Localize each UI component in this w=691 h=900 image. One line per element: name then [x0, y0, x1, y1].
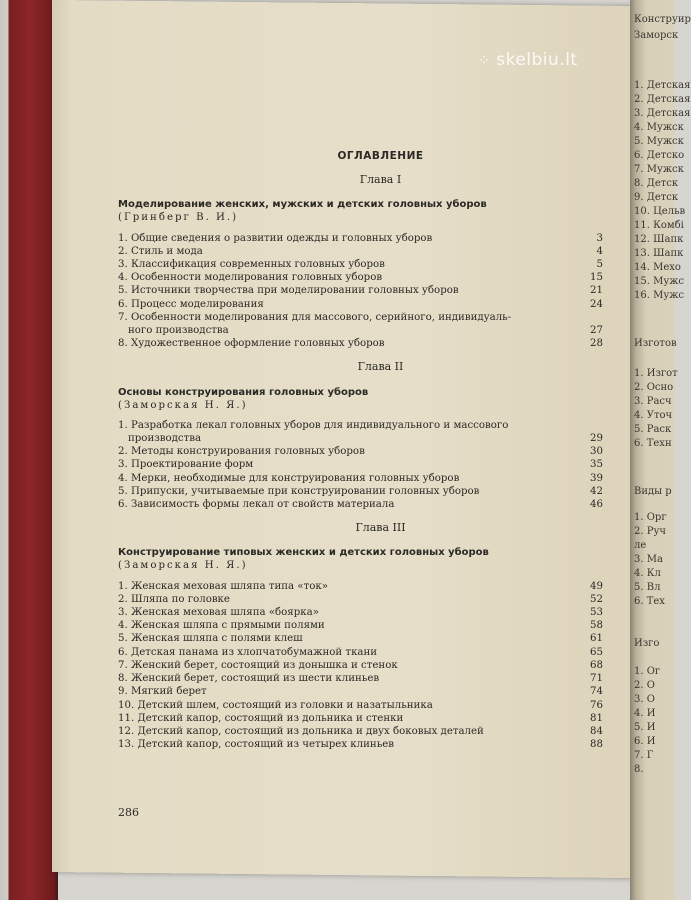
right-page-text-fragment: 1. Орг	[634, 512, 667, 523]
chapter-title	[118, 198, 603, 211]
watermark	[478, 50, 578, 70]
right-page-text-fragment: Конструир	[634, 14, 691, 25]
right-page-text-fragment: 2. Детская	[634, 94, 691, 105]
toc-entry	[118, 725, 603, 738]
watermark-text: skelbiu.lt	[496, 50, 578, 70]
toc-entry-title: 3. Проектирование форм	[118, 459, 254, 471]
right-page-text-fragment: Виды р	[634, 486, 672, 497]
right-page-text-fragment: 6. Детско	[634, 150, 685, 161]
toc-entry-page: 21	[590, 285, 603, 297]
page-number: 286	[118, 806, 139, 819]
chapter-heading: Глава III	[355, 521, 406, 535]
right-page-text-fragment: 1. Изгот	[634, 368, 678, 379]
chapters-list	[118, 173, 603, 751]
toc-entry-continuation: ного производства	[128, 325, 229, 337]
toc-entry	[118, 699, 603, 712]
right-page-text-fragment: 4. Уточ	[634, 410, 673, 421]
chapter-authors: (Заморская Н. Я.)	[118, 560, 248, 572]
toc-entry-title: 1. Разработка лекал головных уборов для индивидуального и массового производства	[118, 419, 577, 445]
toc-entry	[118, 445, 603, 458]
watermark-dots-icon: ⁘	[478, 53, 491, 69]
toc-entry-page: 71	[590, 673, 603, 685]
right-page-text-fragment: 13. Шапк	[634, 248, 684, 259]
toc-entry	[118, 619, 603, 632]
toc-entry-title: 2. Стиль и мода	[118, 245, 203, 257]
chapter-section	[118, 173, 603, 350]
toc-entry-page: 65	[590, 646, 603, 658]
toc-entry-page: 24	[590, 298, 603, 310]
chapter-authors: (Заморская Н. Я.)	[118, 399, 248, 411]
right-page-text-fragment: 5. Раск	[634, 424, 672, 435]
toc-entry-page: 39	[590, 472, 603, 484]
toc-entry-title: 10. Детский шлем, состоящий из головки и назатыльника	[118, 699, 433, 711]
toc-entry-title: 5. Припуски, учитываемые при конструировании головных уборов	[118, 485, 480, 497]
book-page-right	[630, 0, 691, 900]
toc-entry-page: 15	[590, 272, 603, 284]
toc-entry	[118, 580, 603, 593]
toc-entry	[118, 472, 603, 485]
toc-entry-title: 5. Женская шляпа с полями клеш	[118, 633, 303, 645]
right-page-text-fragment: 8. Детск	[634, 178, 679, 189]
right-page-text-fragment: 3. Расч	[634, 396, 672, 407]
toc-entry-page: 4	[596, 245, 603, 257]
right-page-text-fragment: 8.	[634, 764, 644, 775]
right-page-text-fragment: 11. Комбі	[634, 220, 684, 231]
toc-entry-page: 58	[590, 620, 603, 632]
toc-entry	[118, 685, 603, 698]
toc-entries	[118, 580, 603, 752]
toc-entry	[118, 672, 603, 685]
toc-entry-page: 3	[596, 232, 603, 244]
right-page-text-fragment: Заморск	[634, 30, 679, 41]
toc-entry	[118, 311, 603, 337]
right-page-text-fragment: 3. О	[634, 694, 655, 705]
toc-entry-page: 68	[590, 659, 603, 671]
toc-entry-title: 12. Детский капор, состоящий из дольника и двух боковых деталей	[118, 725, 484, 737]
toc-entry-page: 88	[590, 739, 603, 751]
toc-entry-page: 27	[590, 325, 603, 337]
toc-entry-page: 46	[590, 499, 603, 511]
right-page-text-fragment: 5. И	[634, 722, 656, 733]
toc-entry-continuation: производства	[128, 433, 202, 445]
chapter-title	[118, 386, 603, 399]
toc-entry-title: 2. Шляпа по головке	[118, 593, 230, 605]
chapter-section	[118, 360, 603, 511]
toc-entry-title: 9. Мягкий берет	[118, 686, 207, 698]
chapter-heading: Глава I	[359, 173, 402, 187]
chapter-heading: Глава II	[357, 360, 404, 374]
toc-entry	[118, 485, 603, 498]
toc-entry	[118, 738, 603, 751]
toc-entry-page: 35	[590, 459, 603, 471]
right-page-text-fragment: 7. Г	[634, 750, 654, 761]
toc-entry-page: 30	[590, 446, 603, 458]
toc-entry-title: 6. Детская панама из хлопчатобумажной ткани	[118, 646, 378, 658]
toc-entry	[118, 298, 603, 311]
toc-entry	[118, 232, 603, 245]
toc-entry	[118, 712, 603, 725]
toc-entry	[118, 646, 603, 659]
right-page-text-fragment: 6. Тех	[634, 596, 665, 607]
toc-entry-title: 8. Женский берет, состоящий из шести клиньев	[118, 673, 380, 685]
toc-entry	[118, 606, 603, 619]
right-page-text-fragment: 5. Вл	[634, 582, 661, 593]
toc-entry	[118, 284, 603, 297]
right-page-text-fragment: 1. Ог	[634, 666, 661, 677]
right-page-text-fragment: Изготов	[634, 338, 677, 349]
right-page-text-fragment: ле	[634, 540, 647, 551]
chapter-authors: (Гринберг В. И.)	[118, 212, 239, 224]
toc-entries	[118, 232, 603, 351]
toc-entry-page: 5	[596, 259, 603, 271]
right-page-text-fragment: 5. Мужск	[634, 136, 684, 147]
toc-entry-title: 4. Особенности моделирования головных уборов	[118, 272, 383, 284]
right-page-text-fragment: Изго	[634, 638, 660, 649]
right-page-text-fragment: 2. О	[634, 680, 655, 691]
right-page-text-fragment: 9. Детск	[634, 192, 679, 203]
right-page-text-fragment: 3. Ма	[634, 554, 663, 565]
chapter-section	[118, 521, 603, 751]
toc-title: ОГЛАВЛЕНИЕ	[337, 150, 424, 162]
toc-entry-page: 81	[590, 712, 603, 724]
toc-entry-page: 76	[590, 699, 603, 711]
toc-entry-title: 4. Женская шляпа с прямыми полями	[118, 620, 325, 632]
toc-entry-title: 1. Женская меховая шляпа типа «ток»	[118, 580, 328, 592]
right-page-text-fragment: 15. Мужс	[634, 276, 685, 287]
toc-entry	[118, 271, 603, 284]
toc-entry-page: 74	[590, 686, 603, 698]
toc-entry	[118, 458, 603, 471]
right-page-text-fragment: 7. Мужск	[634, 164, 684, 175]
toc-entry-title: 13. Детский капор, состоящий из четырех клиньев	[118, 739, 395, 751]
toc-entry-title: 7. Женский берет, состоящий из донышка и стенок	[118, 659, 398, 671]
toc-entry-title: 3. Классификация современных головных уборов	[118, 259, 385, 271]
toc-entry-page: 52	[590, 593, 603, 605]
toc-entry-title: 6. Зависимость формы лекал от свойств материала	[118, 499, 395, 511]
toc-entry-title: 8. Художественное оформление головных уборов	[118, 338, 385, 350]
toc-entry-page: 53	[590, 607, 603, 619]
chapter-title-text: Основы конструирования головных уборов	[118, 386, 369, 398]
toc-entry-page: 84	[590, 725, 603, 737]
right-page-text-fragment: 4. Мужск	[634, 122, 684, 133]
right-page-text-fragment: 4. И	[634, 708, 656, 719]
toc-entry-title: 2. Методы конструирования головных уборов	[118, 446, 365, 458]
toc-entry-page: 49	[590, 580, 603, 592]
right-page-text-fragment: 2. Руч	[634, 526, 666, 537]
right-page-text-fragment: 6. И	[634, 736, 656, 747]
toc-entry-title: 5. Источники творчества при моделировании головных уборов	[118, 285, 459, 297]
chapter-title	[118, 546, 603, 559]
book-cover-spine	[0, 0, 58, 900]
right-page-text-fragment: 2. Осно	[634, 382, 674, 393]
toc-entry-title: 4. Мерки, необходимые для конструирования головных уборов	[118, 472, 460, 484]
toc-entries	[118, 419, 603, 511]
toc-entry	[118, 245, 603, 258]
chapter-title-text: Моделирование женских, мужских и детских головных уборов	[118, 199, 487, 211]
table-of-contents	[118, 150, 603, 751]
toc-entry-title: 1. Общие сведения о развитии одежды и головных уборов	[118, 232, 433, 244]
toc-entry-title: 11. Детский капор, состоящий из дольника и стенки	[118, 712, 404, 724]
toc-entry-title: 7. Особенности моделирования для массового, серийного, индивидуаль- ного производства	[118, 311, 577, 337]
right-page-text-fragment: 14. Мехо	[634, 262, 681, 273]
toc-entry	[118, 419, 603, 445]
toc-entry	[118, 593, 603, 606]
right-page-text-fragment: 1. Детская	[634, 80, 691, 91]
toc-entry-page: 28	[590, 338, 603, 350]
toc-entry	[118, 659, 603, 672]
toc-entry	[118, 337, 603, 350]
toc-entry	[118, 498, 603, 511]
chapter-title-text: Конструирование типовых женских и детских головных уборов	[118, 547, 489, 559]
right-page-text-fragment: 6. Техн	[634, 438, 672, 449]
toc-entry	[118, 632, 603, 645]
right-page-text-fragment: 12. Шапк	[634, 234, 684, 245]
right-page-text-fragment: 3. Детская	[634, 108, 691, 119]
toc-entry-page: 61	[590, 633, 603, 645]
right-page-text-fragment: 16. Мужс	[634, 290, 685, 301]
toc-entry	[118, 258, 603, 271]
toc-entry-page: 42	[590, 485, 603, 497]
toc-entry-title: 6. Процесс моделирования	[118, 298, 264, 310]
right-page-text-fragment: 10. Цельв	[634, 206, 686, 217]
toc-entry-page: 29	[590, 433, 603, 445]
toc-entry-title: 3. Женская меховая шляпа «боярка»	[118, 607, 319, 619]
right-page-text-fragment: 4. Кл	[634, 568, 661, 579]
